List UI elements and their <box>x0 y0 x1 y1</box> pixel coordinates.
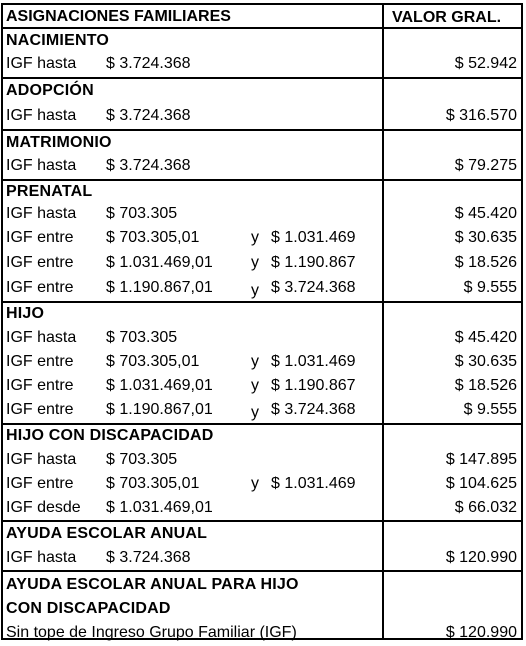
row-value: $ 104.625 <box>445 475 517 492</box>
header-value: VALOR GRAL. <box>392 9 502 26</box>
row-value: $ 79.275 <box>454 157 517 174</box>
row-conjunction: y <box>251 475 259 492</box>
table-row <box>3 547 521 571</box>
row-label: IGF entre <box>6 353 74 370</box>
table-row <box>3 327 521 351</box>
row-from: $ 703.305 <box>106 451 178 468</box>
row-from: $ 3.724.368 <box>106 549 191 566</box>
table-row <box>3 252 521 276</box>
section-title: HIJO CON DISCAPACIDAD <box>6 427 214 444</box>
row-to: $ 1.190.867 <box>271 254 356 271</box>
row-from: $ 1.190.867,01 <box>106 401 213 418</box>
section-title-line2: CON DISCAPACIDAD <box>6 600 171 617</box>
section-title: MATRIMONIO <box>6 134 112 151</box>
row-value: $ 30.635 <box>454 353 517 370</box>
section-title: AYUDA ESCOLAR ANUAL <box>6 525 208 542</box>
row-to: $ 3.724.368 <box>271 279 356 296</box>
row-label: IGF entre <box>6 377 74 394</box>
row-from: $ 703.305 <box>106 205 178 222</box>
table-row <box>3 399 521 423</box>
row-value: $ 66.032 <box>454 499 517 516</box>
row-conjunction: y <box>251 282 259 299</box>
row-conjunction: y <box>251 254 259 271</box>
row-value: $ 45.420 <box>454 205 517 222</box>
row-from: $ 3.724.368 <box>106 55 191 72</box>
row-label: IGF entre <box>6 475 74 492</box>
row-value: $ 9.555 <box>463 401 517 418</box>
row-label: IGF hasta <box>6 329 77 346</box>
table-row <box>3 53 521 77</box>
table-row <box>3 622 521 646</box>
row-conjunction: y <box>251 404 259 421</box>
section-hijo-discapacidad <box>3 425 521 522</box>
row-label: Sin tope de Ingreso Grupo Familiar (IGF) <box>6 624 297 641</box>
row-from: $ 1.031.469,01 <box>106 377 213 394</box>
row-from: $ 1.031.469,01 <box>106 499 213 516</box>
row-label: IGF entre <box>6 254 74 271</box>
table-row <box>3 105 521 129</box>
table-row <box>3 277 521 301</box>
table-row <box>3 375 521 399</box>
section-title: NACIMIENTO <box>6 32 110 49</box>
table-header <box>3 5 521 29</box>
allowances-table <box>1 3 523 640</box>
table-row <box>3 203 521 227</box>
row-value: $ 316.570 <box>445 107 517 124</box>
section-title: ADOPCIÓN <box>6 82 94 99</box>
row-value: $ 30.635 <box>454 229 517 246</box>
row-value: $ 9.555 <box>463 279 517 296</box>
table-row <box>3 227 521 251</box>
row-value: $ 45.420 <box>454 329 517 346</box>
row-conjunction: y <box>251 229 259 246</box>
section-ayuda-escolar <box>3 522 521 572</box>
row-from: $ 703.305,01 <box>106 353 200 370</box>
table-row <box>3 497 521 521</box>
row-conjunction: y <box>251 353 259 370</box>
row-label: IGF entre <box>6 401 74 418</box>
row-label: IGF hasta <box>6 205 77 222</box>
row-label: IGF entre <box>6 279 74 296</box>
section-title-line1: AYUDA ESCOLAR ANUAL PARA HIJO <box>6 576 299 593</box>
row-from: $ 3.724.368 <box>106 107 191 124</box>
row-to: $ 1.031.469 <box>271 475 356 492</box>
row-to: $ 1.031.469 <box>271 353 356 370</box>
row-value: $ 18.526 <box>454 254 517 271</box>
row-label: IGF desde <box>6 499 81 516</box>
row-label: IGF entre <box>6 229 74 246</box>
table-row <box>3 449 521 473</box>
section-adopcion <box>3 79 521 131</box>
row-from: $ 703.305 <box>106 329 178 346</box>
row-from: $ 1.031.469,01 <box>106 254 213 271</box>
section-ayuda-escolar-discapacidad <box>3 572 521 641</box>
row-to: $ 1.190.867 <box>271 377 356 394</box>
header-allowances: ASIGNACIONES FAMILIARES <box>6 8 231 25</box>
row-label: IGF hasta <box>6 549 77 566</box>
row-value: $ 120.990 <box>445 549 517 566</box>
table-row <box>3 155 521 179</box>
row-to: $ 3.724.368 <box>271 401 356 418</box>
row-value: $ 147.895 <box>445 451 517 468</box>
section-title: PRENATAL <box>6 183 93 200</box>
section-matrimonio <box>3 131 521 181</box>
row-from: $ 703.305,01 <box>106 475 200 492</box>
row-conjunction: y <box>251 377 259 394</box>
row-label: IGF hasta <box>6 107 77 124</box>
section-title: HIJO <box>6 305 45 322</box>
section-hijo <box>3 303 521 425</box>
row-value: $ 18.526 <box>454 377 517 394</box>
row-to: $ 1.031.469 <box>271 229 356 246</box>
row-from: $ 3.724.368 <box>106 157 191 174</box>
section-nacimiento <box>3 29 521 79</box>
row-value: $ 52.942 <box>454 55 517 72</box>
table-row <box>3 351 521 375</box>
section-prenatal <box>3 181 521 303</box>
row-label: IGF hasta <box>6 55 77 72</box>
row-from: $ 1.190.867,01 <box>106 279 213 296</box>
row-value: $ 120.990 <box>445 624 517 641</box>
row-label: IGF hasta <box>6 451 77 468</box>
row-label: IGF hasta <box>6 157 77 174</box>
row-from: $ 703.305,01 <box>106 229 200 246</box>
table-row <box>3 473 521 497</box>
